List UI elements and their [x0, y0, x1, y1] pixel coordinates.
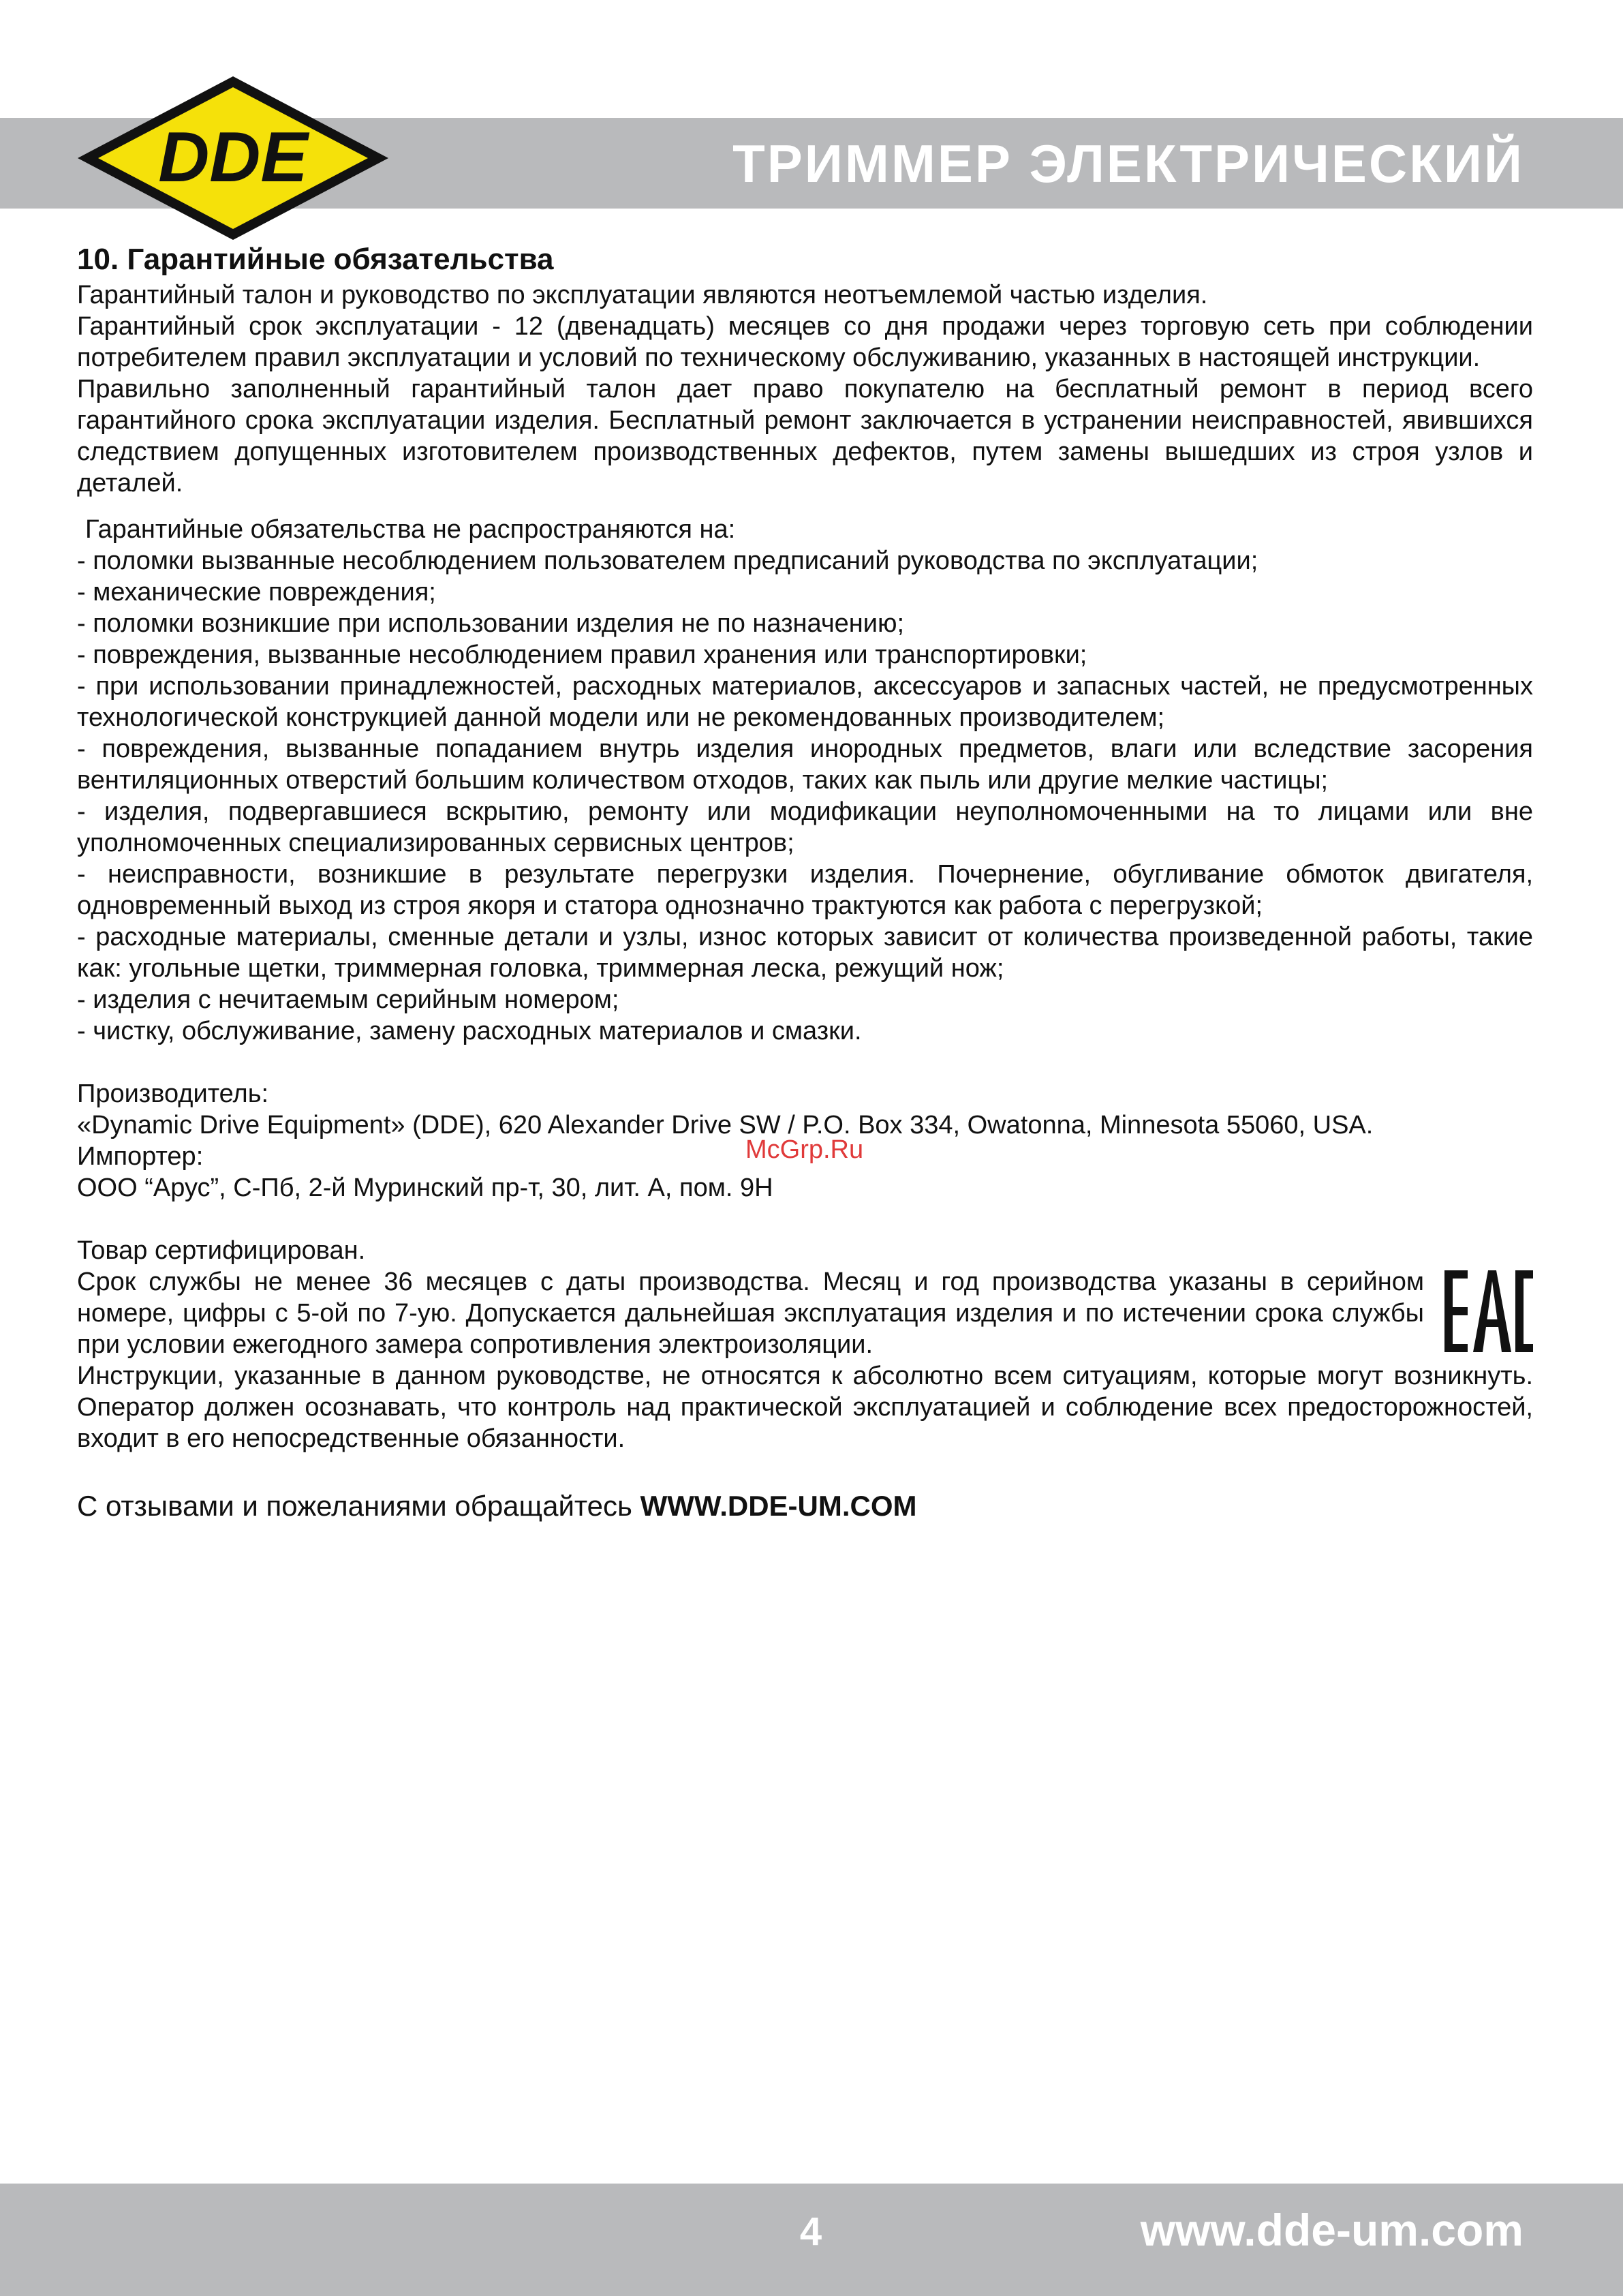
exclusions-intro: Гарантийные обязательства не распространяются на: [85, 515, 736, 544]
main-content [77, 240, 1533, 1525]
paragraph: Правильно заполненный гарантийный талон дает право покупателю на бесплатный ремонт в период всего гарантийного срока эксплуатации изделия. Бесплатный ремонт заключается в устранении неисправностей, явившихся следствием допущенных изготовителем производственных дефектов, путем замены вышедших из строя узлов и деталей. [77, 375, 1533, 498]
list-item: - изделия с нечитаемым серийным номером; [77, 985, 619, 1014]
list-item: - чистку, обслуживание, замену расходных материалов и смазки. [77, 1017, 862, 1045]
manufacturer-value: «Dynamic Drive Equipment» (DDE), 620 Alexander Drive SW / P.O. Box 334, Owatonna, Minnesota 55060, USA. [77, 1111, 1374, 1139]
list-item: - механические повреждения; [77, 578, 436, 607]
section-heading: 10. Гарантийные обязательства [77, 243, 554, 276]
dde-logo [75, 74, 391, 243]
feedback-site-link[interactable]: WWW.DDE-UM.COM [640, 1490, 917, 1522]
feedback-text: С отзывами и пожеланиями обращайтесь [77, 1490, 640, 1522]
footer-site-link[interactable]: www.dde-um.com [1140, 2205, 1524, 2255]
certified-text: Товар сертифицирован. [77, 1236, 366, 1265]
list-item: - расходные материалы, сменные детали и узлы, износ которых зависит от количества произведенной работы, такие как: угольные щетки, триммерная головка, триммерная леска, режущий нож; [77, 923, 1533, 983]
list-item: - повреждения, вызванные несоблюдением правил хранения или транспортировки; [77, 641, 1087, 669]
eac-mark-icon [1444, 1270, 1533, 1352]
manufacturer-label: Производитель: [77, 1080, 269, 1108]
certification-block [77, 1235, 1533, 1454]
paragraph: Гарантийный талон и руководство по эксплуатации являются неотъемлемой частью изделия. [77, 281, 1208, 309]
list-item: - поломки вызванные несоблюдением пользователем предписаний руководства по эксплуатации; [77, 547, 1258, 575]
page-number: 4 [799, 2209, 822, 2254]
list-item: - при использовании принадлежностей, расходных материалов, аксессуаров и запасных частей, не предусмотренных технологической конструкцией данной модели или не рекомендованных производителем; [77, 672, 1533, 732]
list-item: - повреждения, вызванные попаданием внутрь изделия инородных предметов, влаги или вследствие засорения вентиляционных отверстий большим количеством отходов, таких как пыль или другие мелкие частицы; [77, 735, 1533, 795]
instructions-text: Инструкции, указанные в данном руководстве, не относятся к абсолютно всем ситуациям, которые могут возникнуть. Оператор должен осознавать, что контроль над практической эксплуатацией и соблюдение всех предосторожностей, входит в его непосредственные обязанности. [77, 1362, 1533, 1453]
paragraph: Гарантийный срок эксплуатации - 12 (двенадцать) месяцев со дня продажи через торговую сеть при соблюдении потребителем правил эксплуатации и условий по техническому обслуживанию, указанных в настоящей инструкции. [77, 312, 1533, 372]
list-item: - неисправности, возникшие в результате перегрузки изделия. Почернение, обугливание обмоток двигателя, одновременный выход из строя якоря и статора однозначно трактуются как работа с перегрузкой; [77, 860, 1533, 920]
header-title: ТРИММЕР ЭЛЕКТРИЧЕСКИЙ [732, 134, 1524, 194]
importer-label: Импортер: [77, 1142, 204, 1171]
list-item: - изделия, подвергавшиеся вскрытию, ремонту или модификации неуполномоченными на то лицами или вне уполномоченных специализированных сервисных центров; [77, 797, 1533, 857]
feedback-line [77, 1487, 1533, 1525]
service-life-text: Срок службы не менее 36 месяцев с даты производства. Месяц и год производства указаны в серийном номере, цифры с 5-ой по 7-ую. Допускается дальнейшая эксплуатация изделия и по истечении срока службы при условии ежегодного замера сопротивления электроизоляции. [77, 1268, 1424, 1359]
importer-value: ООО “Арус”, С-Пб, 2-й Муринский пр-т, 30, лит. А, пом. 9Н [77, 1174, 773, 1202]
list-item: - поломки возникшие при использовании изделия не по назначению; [77, 609, 905, 638]
watermark: McGrp.Ru [745, 1135, 864, 1164]
logo-text: DDE [158, 118, 308, 197]
exclusions-list [77, 514, 1533, 1047]
